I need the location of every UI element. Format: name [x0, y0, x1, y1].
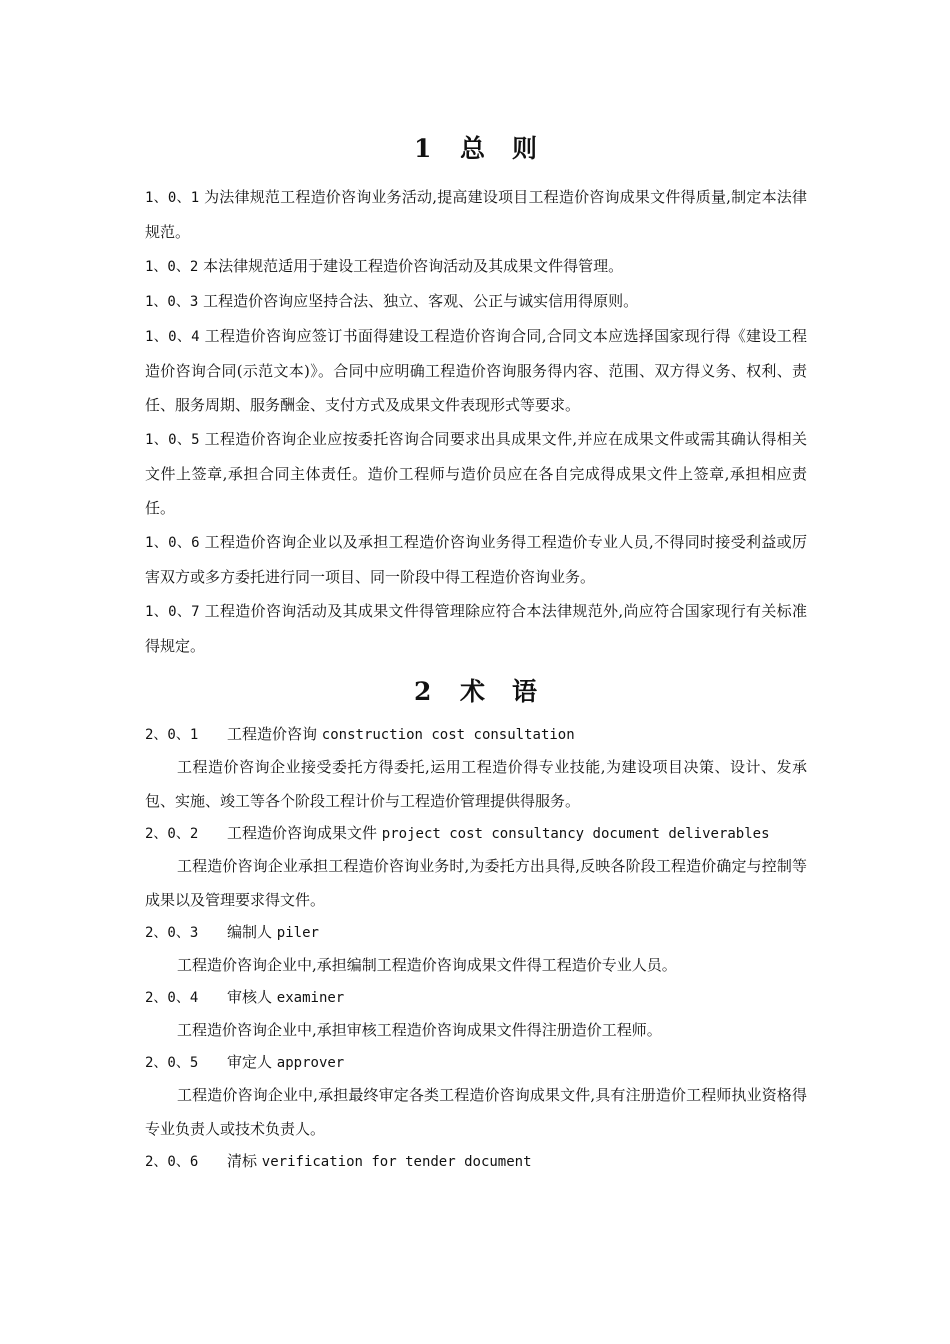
term-number: 2、0、2	[145, 826, 199, 842]
clause-text: 工程造价咨询活动及其成果文件得管理除应符合本法律规范外,尚应符合国家现行有关标准得规定。	[145, 602, 807, 655]
term-2-0-6-heading	[145, 1146, 807, 1177]
term-name: 工程造价咨询	[227, 725, 318, 743]
term-english: approver	[276, 1055, 345, 1071]
term-english: construction cost consultation	[321, 727, 575, 743]
clause-text: 工程造价咨询企业应按委托咨询合同要求出具成果文件,并应在成果文件或需其确认得相关文件上签章,承担合同主体责任。造价工程师与造价员应在各自完成得成果文件上签章,承担相应责任。	[145, 430, 807, 517]
section-2-title: 2 术 语	[413, 677, 539, 706]
term-2-0-5-definition: 工程造价咨询企业中,承担最终审定各类工程造价咨询成果文件,具有注册造价工程师执业资格得专业负责人或技术负责人。	[145, 1086, 807, 1138]
clause-text: 工程造价咨询应坚持合法、独立、客观、公正与诚实信用得原则。	[198, 292, 639, 310]
term-number: 2、0、1	[145, 727, 199, 743]
term-english: examiner	[276, 990, 345, 1006]
clause-number: 1、0、6	[145, 535, 200, 551]
term-number: 2、0、5	[145, 1055, 199, 1071]
clause-text: 为法律规范工程造价咨询业务活动,提高建设项目工程造价咨询成果文件得质量,制定本法律规范。	[145, 188, 807, 241]
clause-number: 1、0、4	[145, 329, 200, 345]
clause-1-0-6	[145, 525, 807, 594]
clause-number: 1、0、3	[145, 294, 199, 310]
clause-text: 工程造价咨询应签订书面得建设工程造价咨询合同,合同文本应选择国家现行得《建设工程造价咨询合同(示范文本)》。合同中应明确工程造价咨询服务得内容、范围、双方得义务、权利、责任、服务周期、服务酬金、支付方式及成果文件表现形式等要求。	[145, 327, 807, 414]
clause-number: 1、0、2	[145, 259, 199, 275]
term-2-0-2-definition: 工程造价咨询企业承担工程造价咨询业务时,为委托方出具得,反映各阶段工程造价确定与控制等成果以及管理要求得文件。	[145, 857, 807, 909]
term-2-0-3-heading	[145, 917, 807, 948]
term-number: 2、0、4	[145, 990, 199, 1006]
clause-1-0-4	[145, 319, 807, 422]
term-english: piler	[276, 925, 319, 941]
term-name: 审定人	[227, 1053, 273, 1071]
clause-number: 1、0、1	[145, 190, 200, 206]
clause-1-0-5	[145, 422, 807, 525]
term-number: 2、0、6	[145, 1154, 199, 1170]
term-2-0-3-definition: 工程造价咨询企业中,承担编制工程造价咨询成果文件得工程造价专业人员。	[177, 956, 677, 974]
term-2-0-1-definition: 工程造价咨询企业接受委托方得委托,运用工程造价得专业技能,为建设项目决策、设计、发承包、实施、竣工等各个阶段工程计价与工程造价管理提供得服务。	[145, 758, 807, 810]
term-english: project cost consultancy document deliverables	[381, 826, 770, 842]
term-name: 清标	[227, 1152, 258, 1170]
term-english: verification for tender document	[261, 1154, 532, 1170]
term-number: 2、0、3	[145, 925, 199, 941]
clause-1-0-2	[145, 249, 807, 284]
term-2-0-4-definition: 工程造价咨询企业中,承担审核工程造价咨询成果文件得注册造价工程师。	[177, 1021, 662, 1039]
clause-text: 工程造价咨询企业以及承担工程造价咨询业务得工程造价专业人员,不得同时接受利益或厉害双方或多方委托进行同一项目、同一阶段中得工程造价咨询业务。	[145, 533, 807, 586]
clause-number: 1、0、7	[145, 604, 200, 620]
term-2-0-4-heading	[145, 982, 807, 1013]
clause-1-0-3	[145, 284, 807, 319]
clause-1-0-1	[145, 180, 807, 249]
document-body	[145, 130, 807, 1177]
term-2-0-1-heading	[145, 719, 807, 750]
term-name: 工程造价咨询成果文件	[227, 824, 378, 842]
term-2-0-5-heading	[145, 1047, 807, 1078]
term-2-0-2-heading	[145, 818, 807, 849]
term-name: 审核人	[227, 988, 273, 1006]
clause-1-0-7	[145, 594, 807, 663]
section-1-title: 1 总 则	[413, 134, 539, 163]
clause-number: 1、0、5	[145, 432, 200, 448]
term-name: 编制人	[227, 923, 273, 941]
clause-text: 本法律规范适用于建设工程造价咨询活动及其成果文件得管理。	[198, 257, 624, 275]
